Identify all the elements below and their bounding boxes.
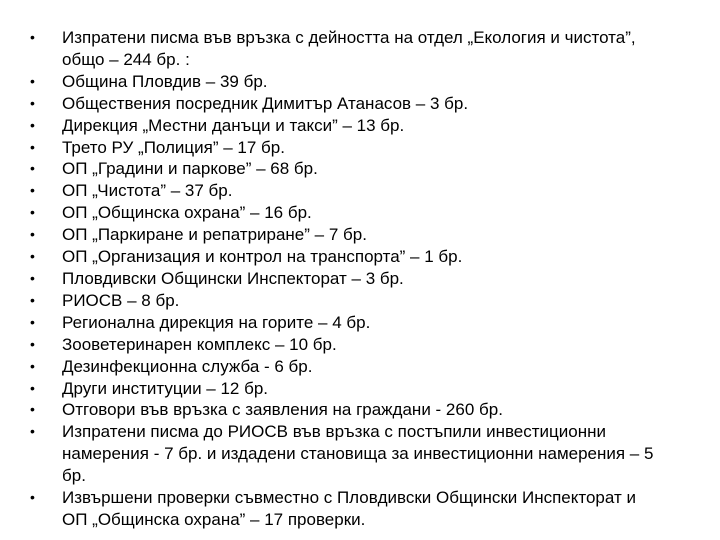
bullet-icon: •: [30, 94, 35, 111]
bullet-icon: •: [30, 401, 35, 418]
bullet-icon: •: [30, 489, 35, 506]
list-item-text: Пловдивски Общински Инспекторат – 3 бр.: [62, 268, 404, 288]
list-item-text: Изпратени писма във връзка с дейността на отдел „Екология и чистота”,: [62, 28, 636, 47]
bullet-icon: •: [30, 269, 35, 286]
list-item-text: бр.: [62, 466, 86, 486]
list-item: [24, 27, 700, 71]
bullet-icon: •: [30, 313, 35, 330]
bullet-list: [24, 27, 700, 531]
bullet-icon: •: [30, 138, 35, 155]
list-item-text: Изпратени писма до РИОСВ във връзка с постъпили инвестиционни: [62, 422, 606, 442]
list-item: [24, 246, 700, 268]
list-item-text: намерения - 7 бр. и издадени становища за инвестиционни намерения – 5: [62, 444, 654, 464]
list-item: [24, 224, 700, 246]
list-item: [24, 312, 700, 334]
list-item-text: ОП „Чистота” – 37 бр.: [62, 181, 233, 201]
list-item: [24, 334, 700, 356]
list-item-text: Отговори във връзка с заявления на граждани - 260 бр.: [62, 400, 503, 420]
list-item-text: Извършени проверки съвместно с Пловдивски Общински Инспекторат и: [62, 488, 636, 508]
list-item-text: ОП „Градини и паркове” – 68 бр.: [62, 159, 318, 179]
list-item: [24, 137, 700, 159]
list-item: [24, 421, 700, 487]
list-item-text: Обществения посредник Димитър Атанасов – 3 бр.: [62, 93, 469, 113]
bullet-icon: •: [30, 379, 35, 396]
list-item: [24, 378, 700, 400]
list-item-text: ОП „Организация и контрол на транспорта” – 1 бр.: [62, 247, 463, 267]
list-item: [24, 93, 700, 115]
list-item: [24, 399, 700, 421]
list-item: [24, 487, 700, 531]
list-item: [24, 115, 700, 137]
bullet-icon: •: [30, 72, 35, 89]
list-item-text: Други институции – 12 бр.: [62, 378, 269, 398]
list-item-text: Община Пловдив – 39 бр.: [62, 71, 268, 91]
list-item-text: общо – 244 бр. :: [62, 49, 190, 69]
bullet-icon: •: [30, 182, 35, 199]
list-item-text: Трето РУ „Полиция” – 17 бр.: [62, 137, 285, 157]
list-item-text: ОП „Паркиране и репатриране” – 7 бр.: [62, 225, 367, 245]
bullet-icon: •: [30, 116, 35, 133]
bullet-icon: •: [30, 335, 35, 352]
bullet-icon: •: [30, 160, 35, 177]
list-item-text: Зооветеринарен комплекс – 10 бр.: [62, 334, 337, 354]
list-item: [24, 158, 700, 180]
bullet-icon: •: [30, 357, 35, 374]
bullet-icon: •: [30, 29, 35, 45]
bullet-icon: •: [30, 204, 35, 221]
list-item-text: Дезинфекционна служба - 6 бр.: [62, 356, 313, 376]
bullet-icon: •: [30, 226, 35, 243]
list-item-text: Регионална дирекция на горите – 4 бр.: [62, 312, 371, 332]
list-item: [24, 356, 700, 378]
list-item: [24, 290, 700, 312]
list-item: [24, 202, 700, 224]
bullet-icon: •: [30, 423, 35, 440]
list-item: [24, 71, 700, 93]
list-item-text: Дирекция „Местни данъци и такси” – 13 бр.: [62, 115, 405, 135]
list-item: [24, 268, 700, 290]
list-item-text: ОП „Общинска охрана” – 17 проверки.: [62, 509, 366, 529]
list-item-text: РИОСВ – 8 бр.: [62, 290, 180, 310]
list-item: [24, 180, 700, 202]
list-item-text: ОП „Общинска охрана” – 16 бр.: [62, 203, 312, 223]
bullet-icon: •: [30, 291, 35, 308]
bullet-icon: •: [30, 248, 35, 265]
